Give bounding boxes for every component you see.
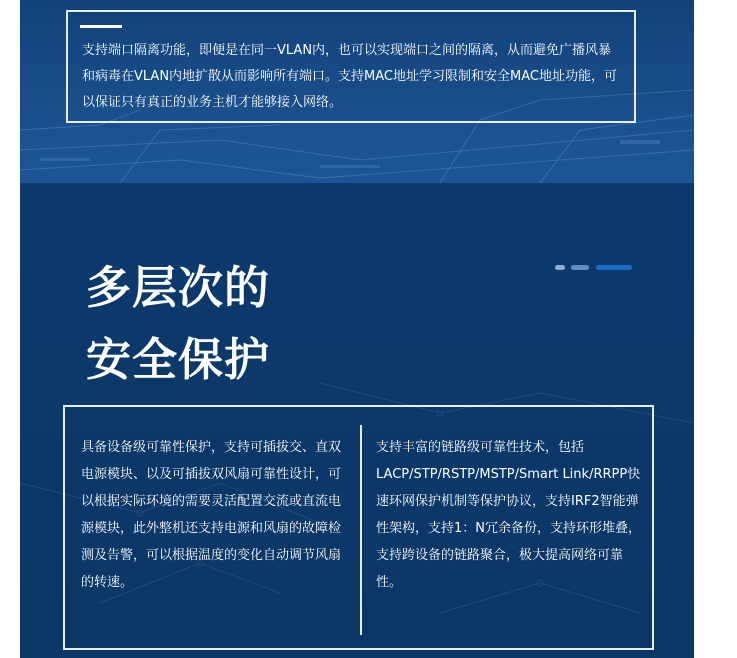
link-reliability-text: 支持丰富的链路级可靠性技术，包括LACP/STP/RSTP/MSTP/Smart Link/RRPP快速环网保护机制等保护协议，支持IRF2智能弹性架构，支持1：N冗余备份，支持环形堆叠，支持跨设备的链路聚合，极大提高网络可靠性。 [376, 440, 641, 590]
slide-dot-3-active[interactable] [596, 265, 632, 270]
content-panel [20, 0, 694, 658]
slide-dot-2[interactable] [571, 265, 589, 270]
section-title-line2: 安全保护 [86, 333, 271, 386]
accent-line [80, 25, 122, 28]
port-isolation-section [20, 0, 694, 183]
section-title [86, 252, 270, 396]
device-reliability-text: 具备设备级可靠性保护，支持可插拔交、直双电源模块、以及可插拔双风扇可靠性设计，可以根据实际环境的需要灵活配置交流或直流电源模块，此外整机还支持电源和风扇的故障检测及告警，可以根据温度的变化自动调节风扇的转速。 [81, 440, 342, 590]
port-isolation-text: 支持端口隔离功能，即便是在同一VLAN内，也可以实现端口之间的隔离，从而避免广播风暴和病毒在VLAN内地扩散从而影响所有端口。支持MAC地址学习限制和安全MAC地址功能，可以保证只有真正的业务主机才能够接入网络。 [82, 43, 617, 110]
section-title-line1: 多层次的 [86, 261, 271, 314]
features-box [63, 405, 654, 650]
port-isolation-box [66, 10, 636, 123]
column-divider [360, 425, 362, 635]
slide-dot-1[interactable] [555, 265, 565, 270]
